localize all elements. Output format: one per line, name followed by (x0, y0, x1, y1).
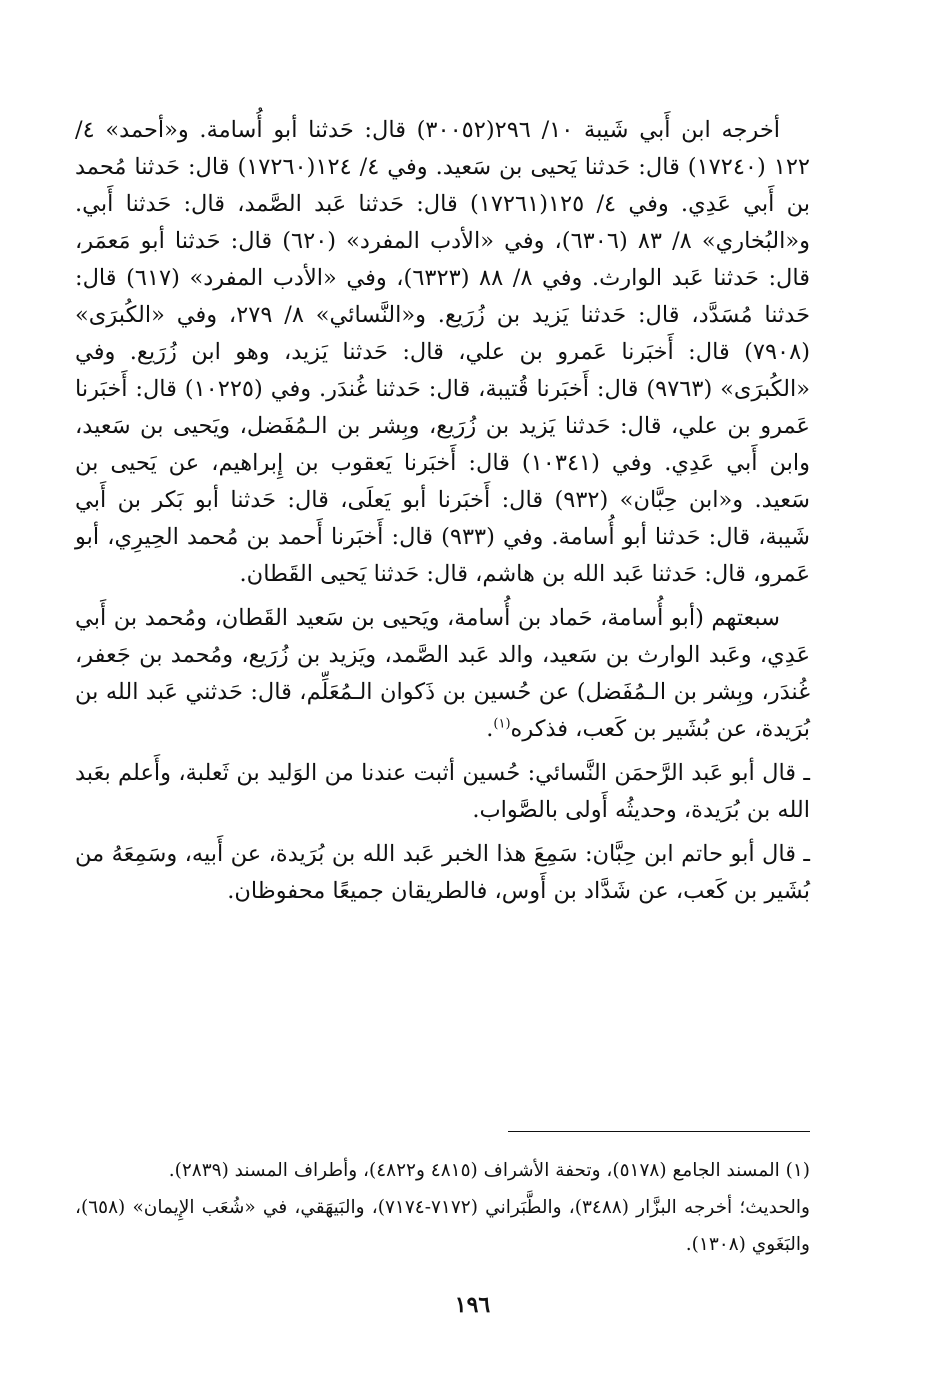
footnote-reference: (١) (493, 716, 511, 732)
paragraph-nasai-comment: ـ قال أبو عَبد الرَّحمَن النَّسائي: حُسين أثبت عندنا من الوَليد بن ثَعلبة، وأَعلم بعَبد الله بن بُرَيدة، وحديثُه أَولى بالصَّواب. (75, 760, 810, 823)
paragraph-takhrij: أخرجه ابن أَبي شَيبة ١٠/ ٢٩٦(٣٠٠٥٢) قال: حَدثنا أبو أُسامة. و«أحمد» ٤/ ١٢٢ (١٧٢٤٠) قال: حَدثنا يَحيى بن سَعيد. وفي ٤/ ١٢٤(١٧٢٦٠) قال: حَدثنا مُحمد بن أَبي عَدِي. وفي ٤/ ١٢٥(١٧٢٦١) قال: حَدثنا عَبد الصَّمد، قال: حَدثنا أَبي. و«البُخاري» ٨/ ٨٣ (٦٣٠٦)، وفي «الأدب المفرد» (٦٢٠) قال: حَدثنا أبو مَعمَر، قال: حَدثنا عَبد الوارث. وفي ٨/ ٨٨ (٦٣٢٣)، وفي «الأدب المفرد» (٦١٧) قال: حَدثنا مُسَدَّد، قال: حَدثنا يَزيد بن زُرَيع. و«النَّسائي» ٨/ ٢٧٩، وفي «الكُبرَى» (٧٩٠٨) قال: أَخبَرنا عَمرو بن علي، قال: حَدثنا يَزيد، وهو ابن زُرَيع. وفي «الكُبرَى» (٩٧٦٣) قال: أَخبَرنا قُتيبة، قال: حَدثنا غُندَر. وفي (١٠٢٢٥) قال: أَخبَرنا عَمرو بن علي، قال: حَدثنا يَزيد بن زُرَيع، وبِشر بن الـمُفَضل، ويَحيى بن سَعيد، وابن أَبي عَدِي. وفي (١٠٣٤١) قال: أَخبَرنا يَعقوب بن إِبراهيم، عن يَحيى بن سَعيد. و«ابن حِبَّان» (٩٣٢) قال: أَخبَرنا أبو يَعلَى، قال: حَدثنا أبو بَكر بن أَبي شَيبة، قال: حَدثنا أبو أُسامة. وفي (٩٣٣) قال: أَخبَرنا أَحمد بن مُحمد الحِيرِي، أبو عَمرو، قال: حَدثنا عَبد الله بن هاشم، قال: حَدثنا يَحيى القَطان. (75, 117, 811, 587)
page-number: ١٩٦ (454, 1292, 491, 1318)
footnote-1: (١) المسند الجامع (٥١٧٨)، وتحفة الأشراف (٤٨١٥ و٤٨٢٢)، وأطراف المسند (٢٨٣٩). (168, 1160, 810, 1181)
paragraph-summary (75, 600, 810, 748)
footnote-1-continuation: والحديث؛ أخرجه البزَّار (٣٤٨٨)، والطَّبَراني (٧١٧٢-٧١٧٤)، والبَيهَقي، في «شُعَب الإِيمان» (٦٥٨)، والبَغَوي (١٣٠٨). (75, 1197, 810, 1255)
footnotes (75, 1152, 810, 1263)
paragraph-summary-end: . (486, 716, 494, 742)
main-text-body (75, 112, 810, 917)
paragraph-summary-text: سبعتهم (أبو أُسامة، حَماد بن أُسامة، ويَحيى بن سَعيد القَطان، ومُحمد بن أَبي عَدِي، وعَبد الوارث بن سَعيد، والد عَبد الصَّمد، ويَزيد بن زُرَيع، ومُحمد بن جَعفر، غُندَر، وبِشر بن الـمُفَضل) عن حُسين بن ذَكوان الـمُعَلِّم، قال: حَدثني عَبد الله بن بُرَيدة، عن بُشَير بن كَعب، فذكره (75, 605, 810, 742)
paragraph-ibn-hibban-comment: ـ قال أبو حاتم ابن حِبَّان: سَمِعَ هذا الخبر عَبد الله بن بُرَيدة، عن أَبيه، وسَمِعَهُ من بُشَير بن كَعب، عن شَدَّاد بن أَوس، فالطريقان جميعًا محفوظان. (75, 841, 810, 904)
footnote-separator (508, 1131, 810, 1132)
